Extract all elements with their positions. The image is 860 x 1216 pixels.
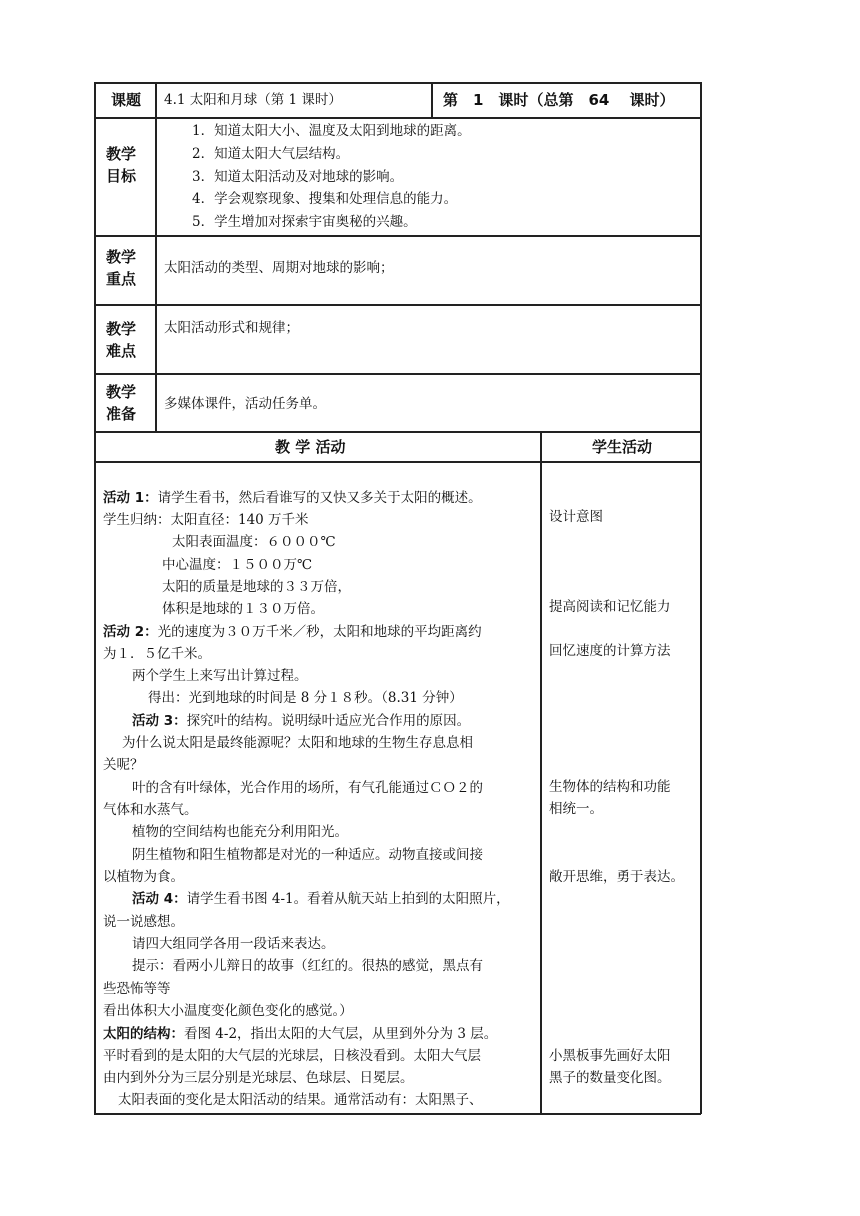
goal-item: 5．学生增加对探索宇宙奥秘的兴趣。 bbox=[192, 214, 417, 230]
activity-1-line: 活动 1：请学生看书，然后看谁写的又快又多关于太阳的概述。 bbox=[103, 490, 482, 506]
student-note: 提高阅读和记忆能力 bbox=[549, 599, 671, 615]
student-note: 设计意图 bbox=[549, 509, 603, 525]
text-line: 得出：光到地球的时间是 8 分１８秒。（8.31 分钟） bbox=[148, 690, 463, 706]
student-note: 敞开思维，勇于表达。 bbox=[549, 869, 684, 885]
header-label: 课题 bbox=[111, 91, 142, 109]
student-note: 回忆速度的计算方法 bbox=[549, 643, 671, 659]
text-line: 太阳表面的变化是太阳活动的结果。通常活动有：太阳黑子、 bbox=[118, 1092, 483, 1108]
row-divider bbox=[94, 431, 701, 433]
text-line: 看出体积大小温度变化颜色变化的感觉。） bbox=[103, 1003, 353, 1019]
goal-item: 1．知道太阳大小、温度及太阳到地球的距离。 bbox=[192, 123, 471, 139]
table-border-bottom bbox=[94, 1113, 701, 1115]
difficulties-text: 太阳活动形式和规律； bbox=[164, 320, 299, 336]
text-line: 些恐怖等等 bbox=[103, 981, 171, 997]
text-line: 请四大组同学各用一段话来表达。 bbox=[132, 936, 335, 952]
text-line: 为什么说太阳是最终能源呢？太阳和地球的生物生存息息相 bbox=[122, 735, 473, 751]
teaching-activity-header: 教 学 活动 bbox=[275, 438, 346, 456]
summary-line: 太阳表面温度：６０００℃ bbox=[172, 534, 336, 550]
preparation-label: 教学 准备 bbox=[106, 383, 137, 423]
goal-item: 2．知道太阳大气层结构。 bbox=[192, 146, 350, 162]
activity-column-divider bbox=[540, 431, 542, 1114]
student-note: 生物体的结构和功能 bbox=[549, 779, 671, 795]
table-border-left bbox=[94, 82, 96, 1114]
header-divider bbox=[431, 82, 433, 118]
text-line: 关呢？ bbox=[103, 757, 144, 773]
activity-3-line: 活动 3：探究叶的结构。说明绿叶适应光合作用的原因。 bbox=[132, 713, 471, 729]
row-divider bbox=[94, 235, 701, 237]
text-line: 说一说感想。 bbox=[103, 914, 184, 930]
student-note: 小黑板事先画好太阳 bbox=[549, 1048, 671, 1064]
table-border-top bbox=[94, 82, 701, 84]
text-line: 平时看到的是太阳的大气层的光球层，日核没看到。太阳大气层 bbox=[103, 1048, 481, 1064]
summary-line: 体积是地球的１３０万倍。 bbox=[162, 601, 324, 617]
text-line: 叶的含有叶绿体，光合作用的场所，有气孔能通过ＣＯ２的 bbox=[132, 780, 483, 796]
activity-2-line: 活动 2：光的速度为３０万千米／秒，太阳和地球的平均距离约 bbox=[103, 624, 482, 640]
row-divider bbox=[94, 461, 701, 463]
text-line: 以植物为食。 bbox=[103, 869, 184, 885]
goals-label: 教学 目标 bbox=[106, 145, 137, 185]
activity-4-line: 活动 4：请学生看书图 4-1。看着从航天站上拍到的太阳照片， bbox=[132, 891, 510, 907]
text-line: 为１．５亿千米。 bbox=[103, 646, 211, 662]
goal-item: 3．知道太阳活动及对地球的影响。 bbox=[192, 169, 404, 185]
label-column-divider bbox=[155, 82, 157, 432]
row-divider bbox=[94, 304, 701, 306]
student-activity-header: 学生活动 bbox=[592, 438, 653, 456]
goal-item: 4．学会观察现象、搜集和处理信息的能力。 bbox=[192, 191, 458, 207]
key-points-text: 太阳活动的类型、周期对地球的影响； bbox=[164, 260, 394, 276]
table-border-right bbox=[700, 82, 702, 1114]
student-note: 黑子的数量变化图。 bbox=[549, 1070, 671, 1086]
sun-structure-line: 太阳的结构：看图 4-2，指出太阳的大气层，从里到外分为 3 层。 bbox=[103, 1026, 498, 1042]
row-divider bbox=[94, 117, 701, 119]
summary-line: 中心温度：１５００万℃ bbox=[162, 557, 313, 573]
text-line: 气体和水蒸气。 bbox=[103, 802, 198, 818]
preparation-text: 多媒体课件，活动任务单。 bbox=[164, 396, 326, 412]
summary-line: 太阳的质量是地球的３３万倍， bbox=[162, 579, 351, 595]
lesson-count: 第 1 课时（总第 64 课时） bbox=[443, 91, 675, 109]
text-line: 提示：看两小儿辩日的故事（红红的。很热的感觉，黑点有 bbox=[132, 958, 483, 974]
text-line: 两个学生上来写出计算过程。 bbox=[132, 668, 308, 684]
text-line: 阴生植物和阳生植物都是对光的一种适应。动物直接或间接 bbox=[132, 847, 483, 863]
difficulties-label: 教学 难点 bbox=[106, 320, 137, 360]
text-line: 植物的空间结构也能充分利用阳光。 bbox=[132, 824, 348, 840]
lesson-title: 4.1 太阳和月球（第 1 课时） bbox=[164, 92, 342, 108]
student-note: 相统一。 bbox=[549, 801, 603, 817]
text-line: 由内到外分为三层分别是光球层、色球层、日冕层。 bbox=[103, 1070, 414, 1086]
row-divider bbox=[94, 373, 701, 375]
summary-line: 学生归纳：太阳直径：140 万千米 bbox=[103, 512, 309, 528]
key-points-label: 教学 重点 bbox=[106, 248, 137, 288]
